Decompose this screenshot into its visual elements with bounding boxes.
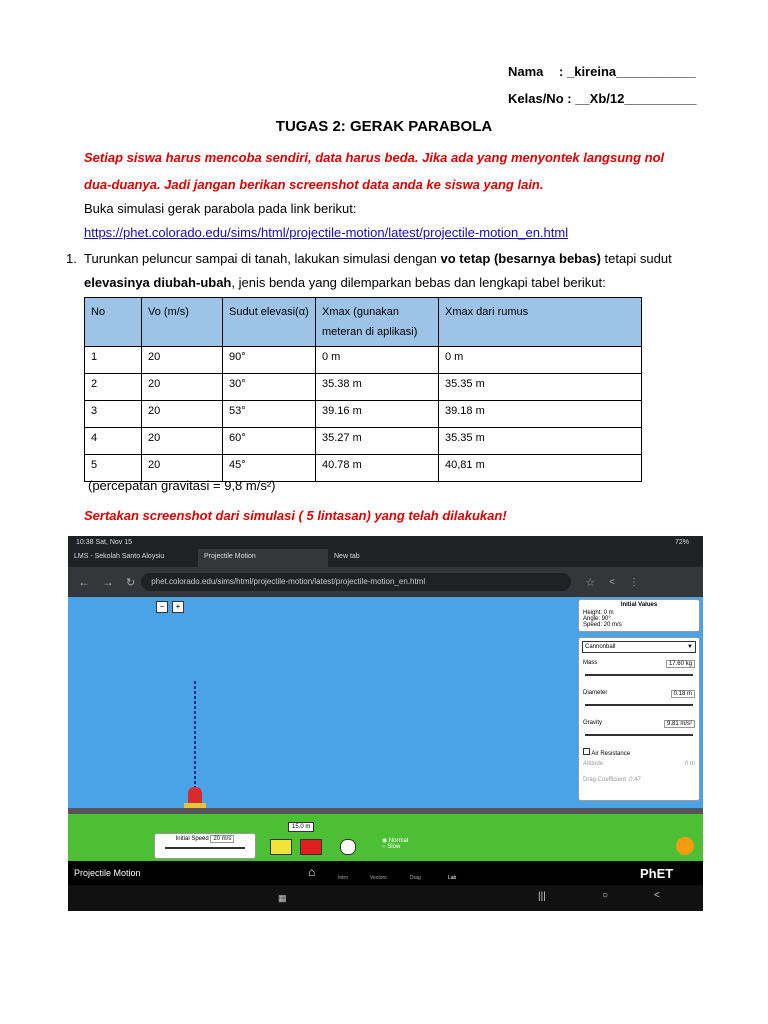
screen-intro[interactable]: Intro (338, 875, 349, 881)
object-panel (578, 637, 700, 801)
share-icon[interactable]: < (609, 576, 615, 588)
cell: 39.16 m (316, 401, 439, 428)
initial-speed-panel (154, 833, 256, 859)
object-select[interactable] (582, 641, 696, 653)
cell: 5 (85, 455, 142, 482)
back-icon[interactable]: ← (78, 575, 90, 589)
tab-new-tab[interactable]: New tab (334, 553, 360, 560)
table-header-row (85, 298, 642, 347)
header-no: No (85, 298, 142, 347)
normal-label: Normal (388, 838, 409, 844)
cell: 20 (142, 455, 223, 482)
initial-speed-label: Initial Speed (175, 836, 209, 842)
table-row (85, 374, 642, 401)
menu-icon[interactable]: ⋮ (628, 576, 639, 588)
altitude-label: Altitude (583, 761, 604, 767)
question-text-line-2 (84, 275, 700, 290)
browser-tabs (68, 549, 703, 567)
cell: 3 (85, 401, 142, 428)
drag-coefficient: Drag Coefficient: 0.47 (583, 777, 641, 783)
question-part-1: Turunkan peluncur sampai di tanah, lakukan simulasi dengan (84, 251, 441, 266)
air-resistance-label: Air Resistance (591, 751, 631, 757)
gravity-note: (percepatan gravitasi = 9,8 m/s²) (88, 478, 276, 493)
forward-icon[interactable]: → (102, 575, 114, 589)
height-value: Height: 0 m (583, 610, 614, 616)
warning-line-2: dua-duanya. Jadi jangan berikan screenshot data anda ke siswa yang lain. (84, 177, 544, 192)
bookmark-star-icon[interactable]: ☆ (585, 576, 596, 589)
question-bold-1: vo tetap (besarnya bebas) (440, 251, 601, 266)
url-bar (68, 567, 703, 597)
home-icon[interactable]: ⌂ (308, 865, 316, 879)
cell: 90° (223, 347, 316, 374)
cell: 39.18 m (439, 401, 642, 428)
slow-label: Slow (387, 844, 401, 850)
speed-radio-group (382, 837, 408, 850)
speed-value: Speed: 20 m/s (583, 622, 622, 628)
object-select-value: Cannonball (585, 644, 616, 650)
question-part-2: tetapi sudut (600, 251, 672, 266)
app-name: Projectile Motion (74, 868, 141, 878)
cell: 4 (85, 428, 142, 455)
radio-slow[interactable]: ○ Slow (382, 844, 401, 850)
table-row (85, 428, 642, 455)
simulation-link[interactable]: https://phet.colorado.edu/sims/html/projectile-motion/latest/projectile-motion_en.html (84, 225, 569, 240)
screen-drag[interactable]: Drag (410, 875, 421, 881)
cell: 35.27 m (316, 428, 439, 455)
address-input[interactable]: phet.colorado.edu/sims/html/projectile-motion/latest/projectile-motion_en.html (141, 573, 571, 591)
initial-values-title: Initial Values (620, 602, 658, 608)
question-part-3: , jenis benda yang dilemparkan bebas dan lengkapi tabel berikut: (231, 275, 606, 290)
mass-row (579, 656, 699, 666)
air-resistance-checkbox[interactable] (583, 748, 590, 755)
radio-normal[interactable]: ◉ Normal (382, 838, 409, 844)
chevron-down-icon: ▼ (687, 644, 693, 650)
cell: 35.38 m (316, 374, 439, 401)
name-label: Nama (508, 64, 544, 79)
tape-measure-readout: 15.0 m (288, 822, 314, 832)
altitude-value: 0 m (684, 761, 695, 767)
android-nav-bar (68, 885, 703, 911)
home-circle-icon[interactable]: ○ (602, 890, 609, 901)
screenshot-instruction: Sertakan screenshot dari simulasi ( 5 lintasan) yang telah dilakukan! (84, 508, 507, 523)
name-value: : _kireina___________ (559, 64, 696, 79)
cell: 0 m (439, 347, 642, 374)
question-text-line-1 (84, 251, 700, 266)
diameter-label: Diameter (583, 690, 608, 696)
header-vo: Vo (m/s) (142, 298, 223, 347)
angle-value: Angle: 90° (583, 616, 611, 622)
screen-lab[interactable]: Lab (448, 875, 457, 881)
gravity-label: Gravity (583, 720, 603, 726)
zoom-in-icon[interactable]: + (172, 601, 184, 613)
cell: 0 m (316, 347, 439, 374)
warning-line-1: Setiap siswa harus mencoba sendiri, data harus beda. Jika ada yang menyontek langsung nol (84, 150, 665, 165)
cell: 35.35 m (439, 374, 642, 401)
reload-icon[interactable]: ↻ (126, 576, 136, 589)
cell: 40.78 m (316, 455, 439, 482)
initial-values-panel (578, 599, 700, 632)
sim-navigation-bar (68, 861, 703, 885)
apps-icon[interactable]: ▦ (278, 893, 287, 903)
mass-slider[interactable] (585, 674, 693, 676)
table-row (85, 401, 642, 428)
cell: 1 (85, 347, 142, 374)
diameter-slider[interactable] (585, 704, 693, 706)
question-number: 1. (66, 251, 77, 266)
diameter-value: 0.18 m (671, 690, 695, 698)
simulation-screenshot (68, 536, 703, 911)
back-nav-icon[interactable]: < (654, 890, 660, 901)
cell: 30° (223, 374, 316, 401)
cell: 40,81 m (439, 455, 642, 482)
cell: 2 (85, 374, 142, 401)
eraser-button[interactable] (270, 839, 292, 855)
status-time: 10:38 Sat, Nov 15 (76, 539, 133, 546)
cell: 35.35 m (439, 428, 642, 455)
air-resistance-row[interactable] (579, 744, 699, 761)
mass-value: 17.60 kg (666, 660, 695, 668)
cell: 53° (223, 401, 316, 428)
question-bold-2: elevasinya diubah-ubah (84, 275, 232, 290)
name-line (508, 64, 696, 79)
table-row (85, 347, 642, 374)
class-value: __Xb/12__________ (575, 91, 697, 106)
screen-vectors[interactable]: Vectors (370, 875, 387, 881)
page-title: TUGAS 2: GERAK PARABOLA (275, 118, 493, 135)
header-angle: Sudut elevasi(α) (223, 298, 316, 347)
diameter-row (579, 684, 699, 696)
cell: 45° (223, 455, 316, 482)
mass-label: Mass (583, 660, 598, 666)
class-label: Kelas/No : (508, 91, 572, 106)
data-table (84, 297, 642, 482)
fire-button[interactable] (300, 839, 322, 855)
zoom-out-icon[interactable]: − (156, 601, 168, 613)
initial-speed-row (155, 834, 255, 842)
cell: 20 (142, 428, 223, 455)
intro-text: Buka simulasi gerak parabola pada link berikut: (84, 201, 357, 216)
cell: 20 (142, 374, 223, 401)
cell: 60° (223, 428, 316, 455)
phet-logo[interactable]: PhET (640, 866, 674, 881)
simulation-area (68, 597, 703, 861)
header-xmax-app: Xmax (gunakan meteran di aplikasi) (316, 298, 439, 347)
tab-projectile-motion[interactable]: Projectile Motion (198, 549, 328, 567)
tab-lms[interactable]: LMS - Sekolah Santo Aloysiu (74, 553, 165, 560)
gravity-row (579, 714, 699, 726)
play-pause-button[interactable] (340, 839, 356, 855)
battery-level: 72% (674, 539, 689, 546)
header-xmax-formula: Xmax dari rumus (439, 298, 642, 347)
initial-speed-value: 20 m/s (210, 835, 234, 843)
initial-speed-slider[interactable] (165, 847, 245, 849)
gravity-value: 9.81 m/s² (664, 720, 695, 728)
status-bar (68, 536, 703, 549)
recents-icon[interactable]: ||| (538, 891, 546, 902)
cell: 20 (142, 347, 223, 374)
reset-icon[interactable] (676, 837, 694, 855)
gravity-slider[interactable] (585, 734, 693, 736)
class-line (508, 91, 697, 106)
cell: 20 (142, 401, 223, 428)
